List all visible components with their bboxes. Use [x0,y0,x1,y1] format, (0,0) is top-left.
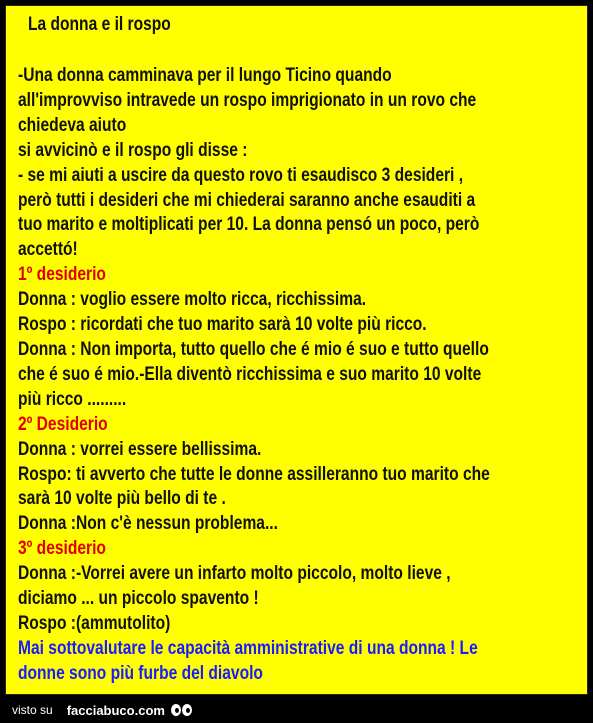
moral-line: Mai sottovalutare le capacità amministrative di una donna ! Le [18,637,478,659]
text-line: all'improvviso intravede un rospo imprigionato in un rovo che [18,89,477,111]
text-line: però tutti i desideri che mi chiederai saranno anche esauditi a [18,189,476,211]
text-line: accettó! [18,239,78,261]
text-line: più ricco ......... [18,388,127,410]
meme-card [5,5,588,695]
text-line: -Una donna camminava per il lungo Ticino quando [18,65,392,86]
document-title: La donna e il rospo [28,14,171,35]
text-line: si avvicinò e il rospo gli disse : [18,139,248,161]
eyes-icon [171,704,192,716]
moral-line: donne sono più furbe del diavolo [18,662,263,684]
footer-visto-label: visto su [12,703,53,717]
footer-site-link[interactable]: facciabuco.com [66,702,165,718]
text-line: Donna :-Vorrei avere un infarto molto piccolo, molto lieve , [18,563,451,585]
footer-bar [0,697,593,723]
section-heading: 2º Desiderio [18,413,108,435]
text-line: chiedeva aiuto [18,114,127,136]
document-body [18,64,543,687]
text-line: Rospo : ricordati che tuo marito sarà 10 volte più ricco. [18,314,427,336]
text-line: - se mi aiuti a uscire da questo rovo ti esaudisco 3 desideri , [18,164,464,186]
text-line: Donna :Non c'è nessun problema... [18,513,278,535]
text-line: Rospo: ti avverto che tutte le donne assilleranno tuo marito che [18,463,490,485]
text-line: Donna : Non importa, tutto quello che é mio é suo e tutto quello [18,338,489,360]
section-heading: 1º desiderio [18,264,106,286]
text-line: Rospo :(ammutolito) [18,612,171,634]
text-line: tuo marito e moltiplicati per 10. La donna pensó un poco, però [18,214,480,236]
text-line: che é suo é mio.-Ella diventò ricchissima e suo marito 10 volte [18,363,482,385]
eye-left-icon [171,704,181,716]
eye-right-icon [182,704,192,716]
text-line: Donna : vorrei essere bellissima. [18,438,262,460]
text-line: sarà 10 volte più bello di te . [18,488,226,510]
text-line: diciamo ... un piccolo spavento ! [18,588,259,610]
text-line: Donna : voglio essere molto ricca, ricchissima. [18,289,367,311]
section-heading: 3º desiderio [18,538,106,560]
